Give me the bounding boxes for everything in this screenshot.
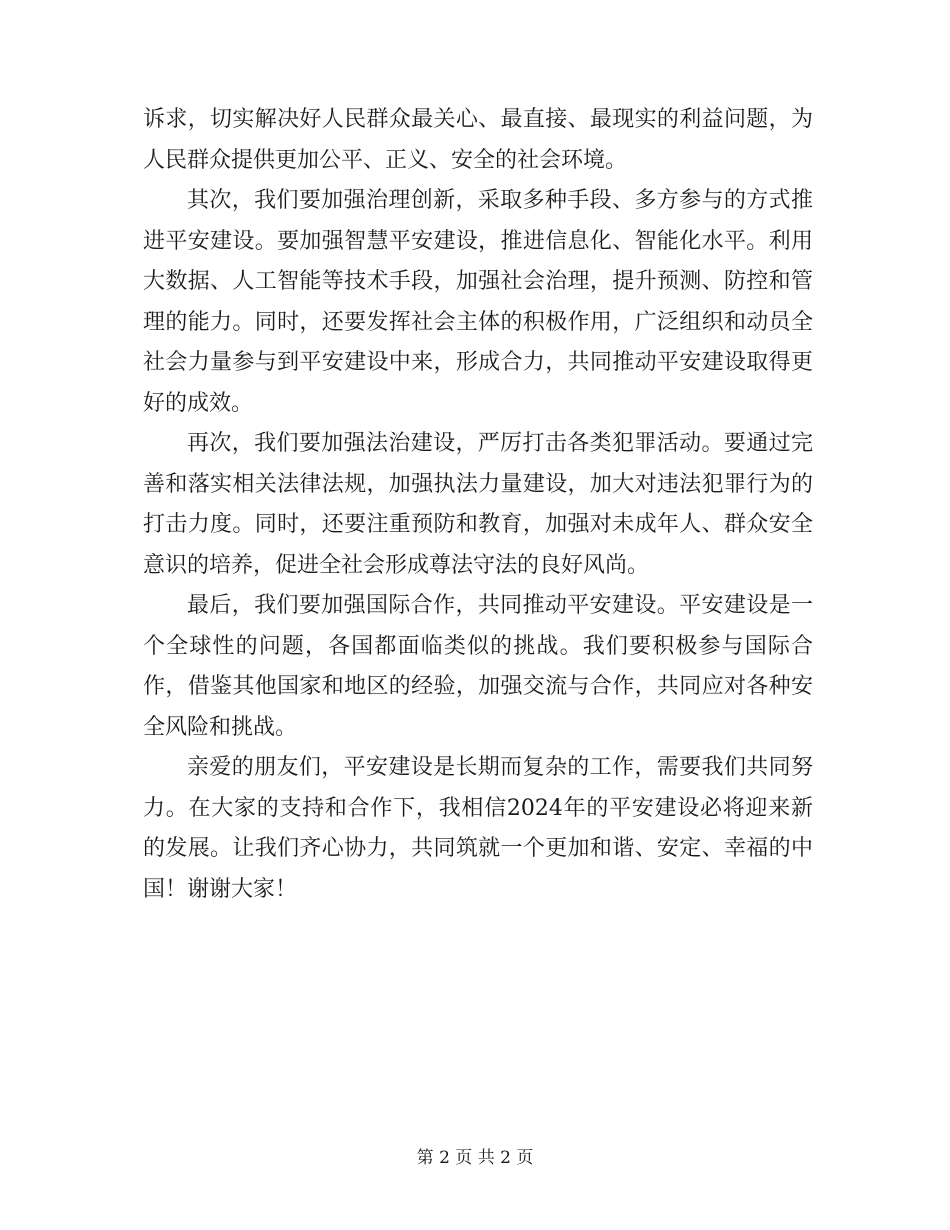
- page-footer: 第 2 页 共 2 页: [416, 1148, 534, 1168]
- paragraph-rule-of-law: 再次，我们要加强法治建设，严厉打击各类犯罪活动。要通过完善和落实相关法律法规，加强执法力量建设，加大对违法犯罪行为的打击力度。同时，还要注重预防和教育，加强对未成年人、群众安全意识的培养，促进全社会形成尊法守法的良好风尚。: [143, 431, 813, 578]
- paragraph-governance-innovation: 其次，我们要加强治理创新，采取多种手段、多方参与的方式推进平安建设。要加强智慧平安建设，推进信息化、智能化水平。利用大数据、人工智能等技术手段，加强社会治理，提升预测、防控和管理的能力。同时，还要发挥社会主体的积极作用，广泛组织和动员全社会力量参与到平安建设中来，形成合力，共同推动平安建设取得更好的成效。: [143, 188, 813, 416]
- paragraph-continuation: 诉求，切实解决好人民群众最关心、最直接、最现实的利益问题，为人民群众提供更加公平、正义、安全的社会环境。: [143, 107, 813, 173]
- document-body: [143, 100, 813, 910]
- paragraph-international-cooperation: 最后，我们要加强国际合作，共同推动平安建设。平安建设是一个全球性的问题，各国都面临类似的挑战。我们要积极参与国际合作，借鉴其他国家和地区的经验，加强交流与合作，共同应对各种安全风险和挑战。: [143, 593, 813, 740]
- paragraph-closing: 亲爱的朋友们，平安建设是长期而复杂的工作，需要我们共同努力。在大家的支持和合作下，我相信2024年的平安建设必将迎来新的发展。让我们齐心协力，共同筑就一个更加和谐、安定、幸福的中国！谢谢大家！: [143, 755, 813, 902]
